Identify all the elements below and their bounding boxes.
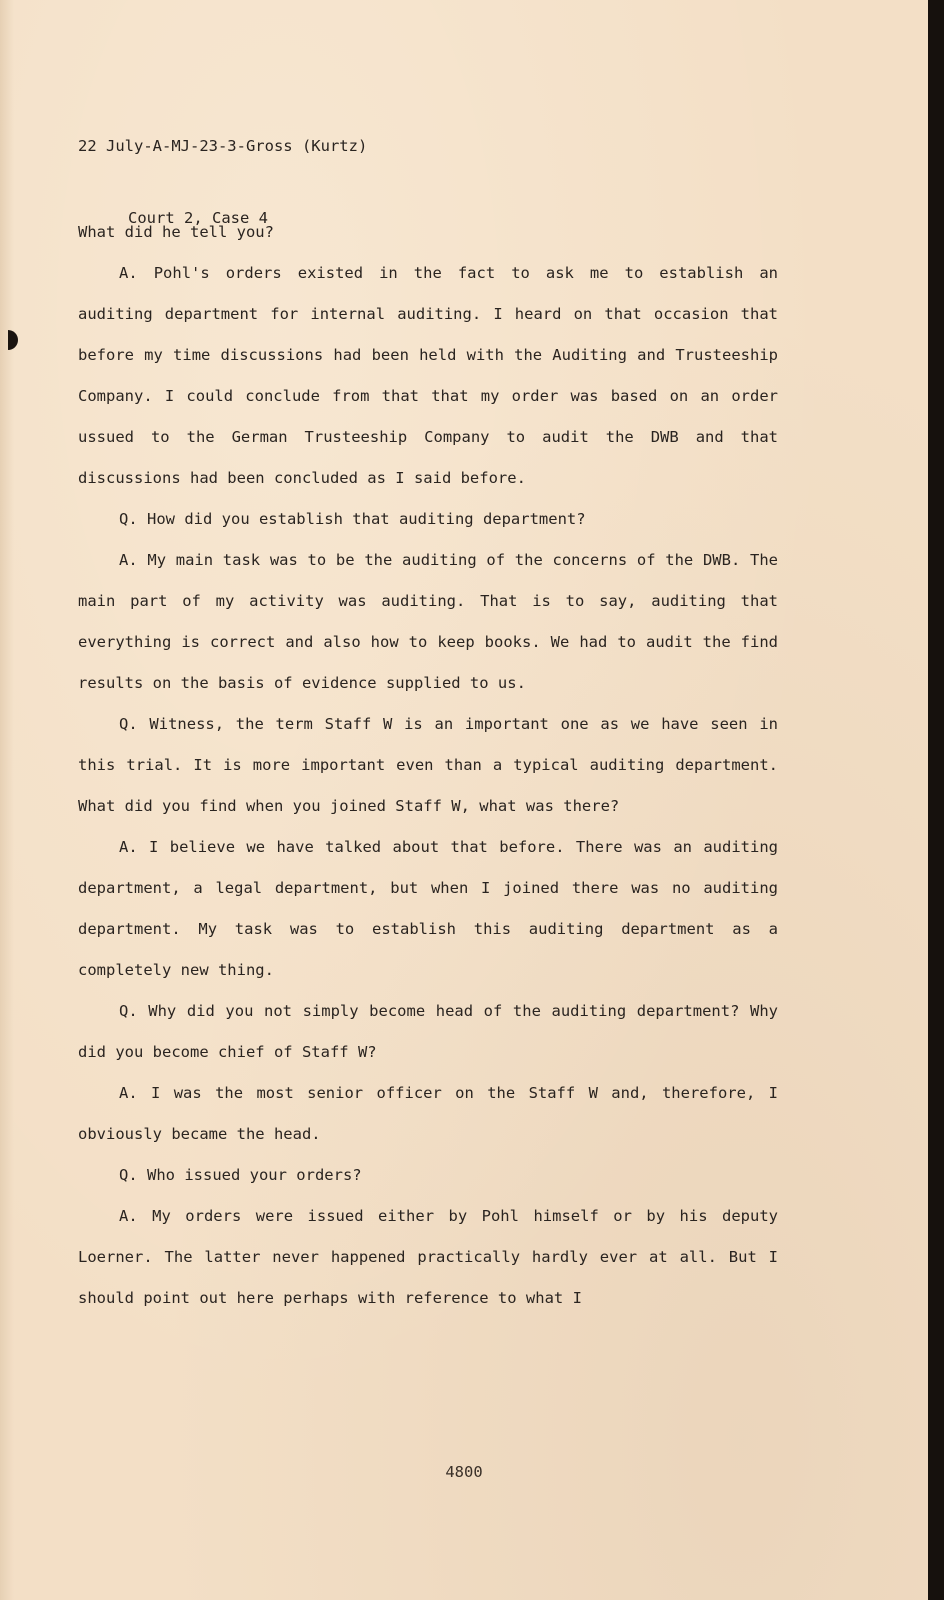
transcript-paragraph: A. I believe we have talked about that before. There was an auditing department, a legal department, but when I joined there was no auditing department. My task was to establish this auditing department as a completely new thing. bbox=[78, 838, 778, 979]
punch-hole bbox=[8, 330, 18, 350]
page-number: 4800 bbox=[445, 1463, 483, 1481]
transcript-paragraph: A. I was the most senior officer on the Staff W and, therefore, I obviously became the head. bbox=[78, 1084, 778, 1143]
transcript-paragraph: What did he tell you? bbox=[78, 223, 274, 241]
paper-edge bbox=[0, 0, 14, 1600]
transcript-body bbox=[78, 212, 778, 1319]
transcript-paragraph: Q. How did you establish that auditing department? bbox=[119, 510, 586, 528]
transcript-paragraph: A. Pohl's orders existed in the fact to ask me to establish an auditing department for internal auditing. I heard on that occasion that before my time discussions had been held with the Auditing and Trusteeship Company. I could conclude from that that my order was based on an order ussued to the German Trusteeship Company to audit the DWB and that discussions had been concluded as I said before. bbox=[78, 264, 778, 487]
transcript-paragraph: A. My main task was to be the auditing of the concerns of the DWB. The main part of my activity was auditing. That is to say, auditing that everything is correct and also how to keep books. We had to audit the find results on the basis of evidence supplied to us. bbox=[78, 551, 778, 692]
transcript-paragraph: Q. Who issued your orders? bbox=[119, 1166, 362, 1184]
transcript-paragraph: A. My orders were issued either by Pohl himself or by his deputy Loerner. The latter never happened practically hardly ever at all. But I should point out here perhaps with reference to what I bbox=[78, 1207, 778, 1307]
header-case-line: 22 July-A-MJ-23-3-Gross (Kurtz) bbox=[78, 137, 368, 155]
transcript-paragraph: Q. Why did you not simply become head of the auditing department? Why did you become chief of Staff W? bbox=[78, 1002, 778, 1061]
header-court-line: Court 2, Case 4 bbox=[128, 209, 268, 227]
transcript-paragraph: Q. Witness, the term Staff W is an important one as we have seen in this trial. It is more important even than a typical auditing department. What did you find when you joined Staff W, what was there? bbox=[78, 715, 778, 815]
